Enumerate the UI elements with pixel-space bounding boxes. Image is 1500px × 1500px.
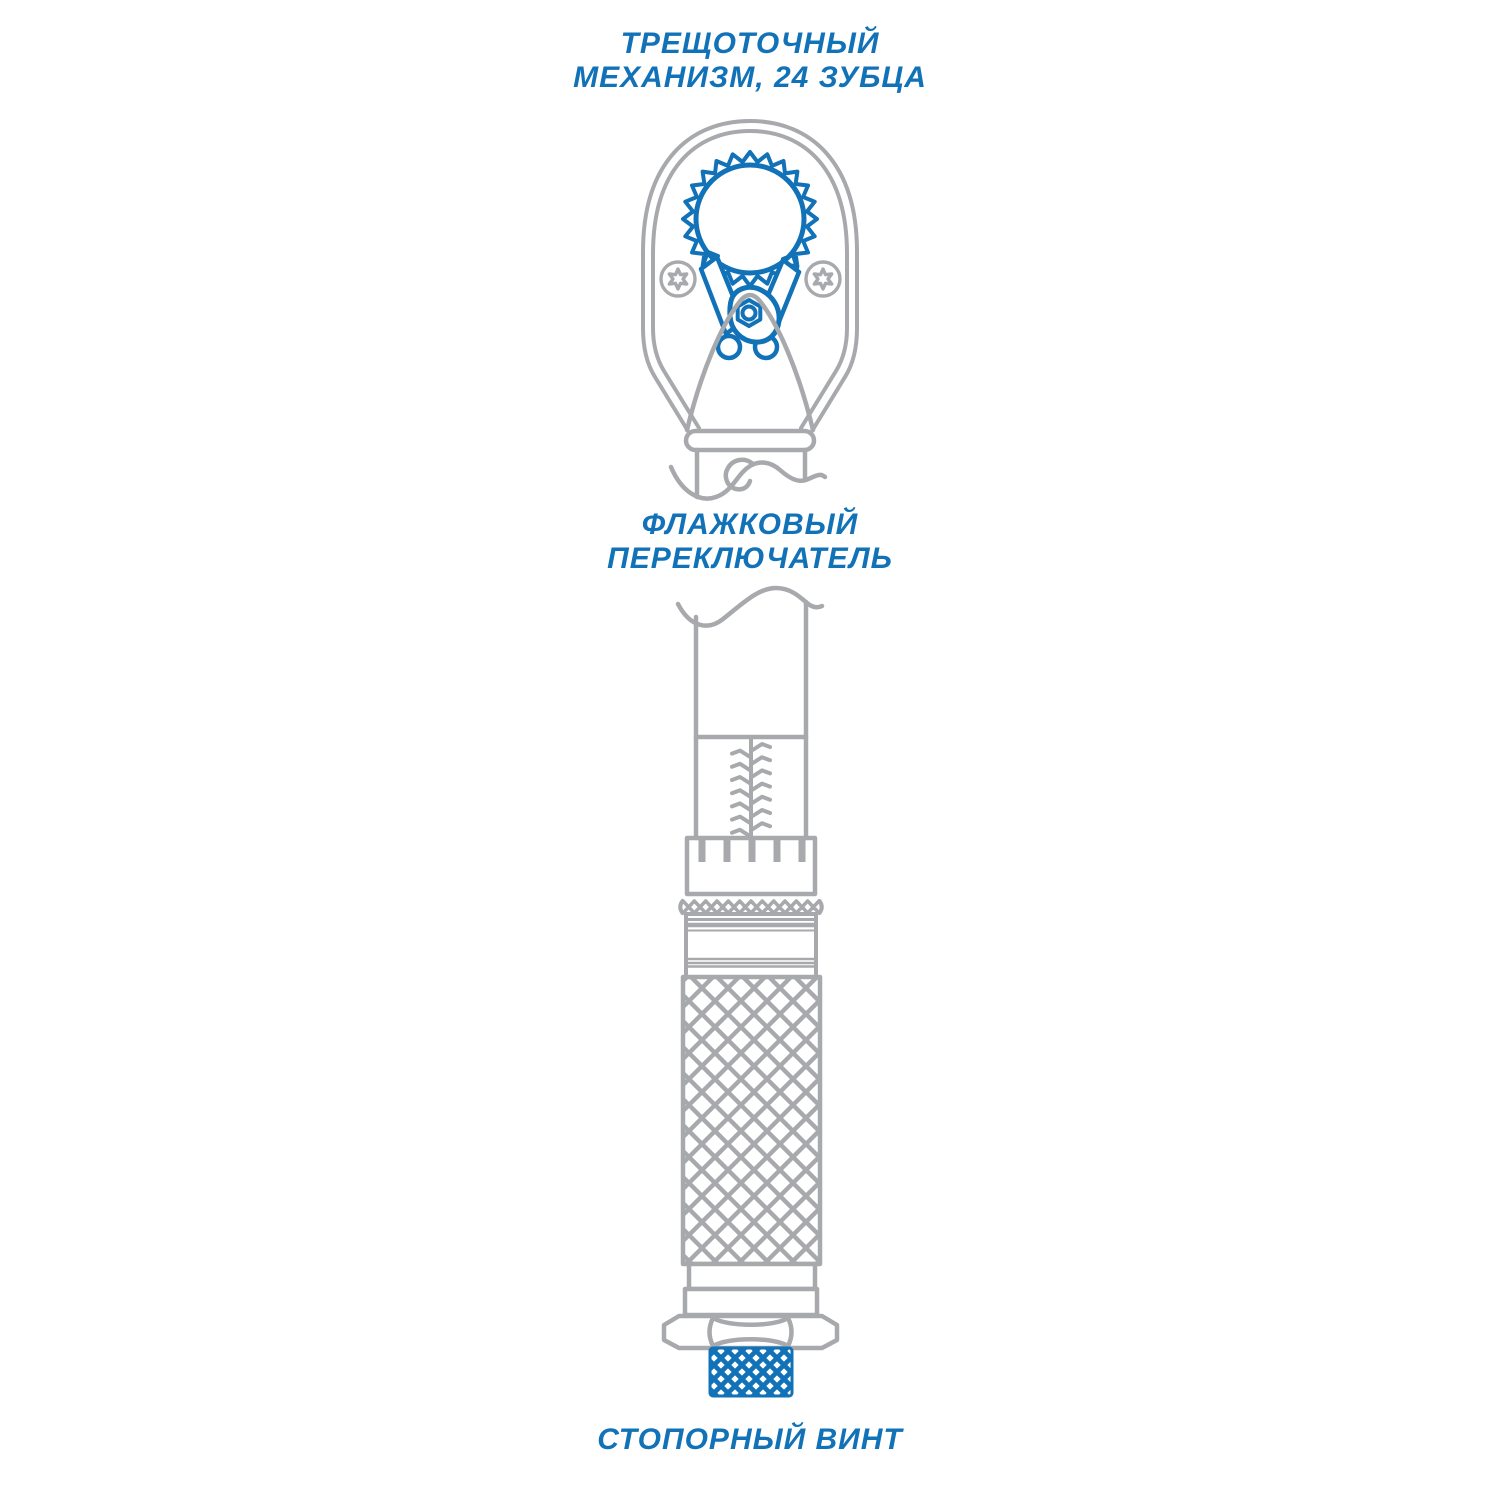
adjuster-ring bbox=[687, 838, 815, 894]
hex-nut bbox=[664, 1316, 837, 1348]
label-locking-screw bbox=[0, 1423, 1500, 1457]
break-line-handle-top bbox=[678, 588, 822, 626]
end-bands bbox=[685, 1264, 817, 1315]
label-line: ФЛАЖКОВЫЙ bbox=[641, 508, 859, 541]
vernier-chevrons bbox=[732, 744, 770, 837]
label-line: ТРЕЩОТОЧНЫЙ bbox=[620, 27, 880, 60]
locking-screw-knurl bbox=[710, 1348, 792, 1396]
handle-illustration bbox=[664, 588, 837, 1396]
neck-collar bbox=[686, 431, 814, 450]
ring-tick-marks bbox=[699, 839, 806, 862]
pawl-axle-circle bbox=[743, 307, 756, 320]
ratchet-head-illustration bbox=[643, 121, 857, 499]
vernier-scale bbox=[732, 737, 770, 838]
torx-screw-right-icon bbox=[806, 262, 840, 296]
zigzag-band bbox=[683, 901, 819, 913]
label-line: МЕХАНИЗМ, 24 ЗУБЦА bbox=[573, 61, 927, 94]
knurled-grip bbox=[683, 977, 820, 1264]
pawl-foot-left bbox=[718, 336, 740, 358]
handle-waist bbox=[686, 914, 816, 977]
label-flag-selector bbox=[0, 508, 1500, 576]
neck-sides bbox=[697, 450, 805, 497]
torx-screw-left-icon bbox=[661, 262, 695, 296]
label-line: СТОПОРНЫЙ ВИНТ bbox=[597, 1423, 903, 1456]
label-ratchet-mechanism bbox=[0, 27, 1500, 95]
label-line: ПЕРЕКЛЮЧАТЕЛЬ bbox=[607, 542, 893, 575]
